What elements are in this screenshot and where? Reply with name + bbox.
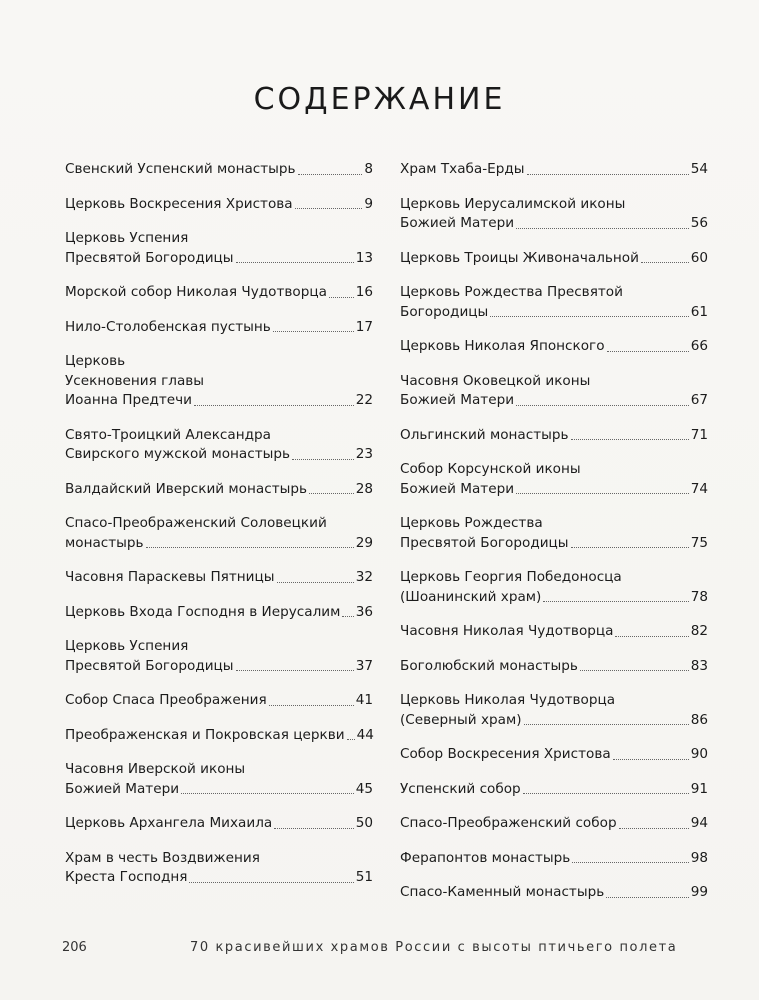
toc-entry [400, 195, 708, 234]
toc-entry-last-line [400, 745, 708, 765]
toc-entry-title-line: Божией Матери [400, 392, 515, 408]
dot-leader [274, 828, 353, 829]
toc-entry [400, 780, 708, 800]
toc-entry [65, 849, 373, 888]
toc-entry-title-line: Церковь Николая Японского [400, 338, 605, 354]
toc-entry-last-line [65, 534, 373, 554]
dot-leader [580, 670, 689, 671]
toc-entry-page-number: 36 [355, 603, 373, 620]
toc-entry-page-number: 45 [355, 780, 373, 797]
toc-entry [400, 883, 708, 903]
dot-leader [277, 582, 354, 583]
toc-entry-page-number: 66 [690, 338, 708, 354]
toc-entry-title-line: Божией Матери [65, 780, 180, 797]
toc-column-right [400, 160, 708, 918]
toc-entry-page-number: 8 [364, 161, 373, 177]
toc-entry-last-line [65, 568, 373, 588]
dot-leader [347, 739, 355, 740]
toc-entry [400, 283, 708, 322]
toc-entry-last-line [65, 249, 373, 269]
toc-entry [65, 318, 373, 338]
toc-entry [400, 849, 708, 869]
toc-entry [65, 568, 373, 588]
toc-entry-page-number: 75 [690, 534, 708, 551]
footer-book-title: 70 красивейших храмов России с высоты птичьего полета [190, 940, 678, 955]
toc-entry-title-line: Морской собор Николая Чудотворца [65, 284, 327, 300]
toc-entry [65, 637, 373, 676]
toc-entry-title-line: Собор Воскресения Христова [400, 746, 611, 762]
toc-entry-title-line: Церковь Георгия Победоносца [400, 569, 622, 585]
dot-leader [516, 493, 689, 494]
toc-entry-last-line [400, 391, 708, 411]
toc-entry-title-line: Церковь Успения [65, 230, 189, 246]
toc-entry [400, 160, 708, 180]
toc-entry-page-number: 29 [355, 534, 373, 551]
toc-entry-last-line [65, 318, 373, 338]
toc-entry-title-line: Ферапонтов монастырь [400, 849, 571, 866]
toc-entry-page-number: 94 [690, 815, 708, 831]
toc-entry [400, 691, 708, 730]
toc-entry-title-line: Валдайский Иверский монастырь [65, 480, 307, 497]
toc-entry-page-number: 91 [690, 780, 708, 797]
toc-entry-page-number: 56 [690, 215, 708, 231]
toc-entry-title-line: (Северный храм) [400, 711, 522, 728]
toc-entry-title-line: Свято-Троицкий Александра [65, 426, 271, 443]
toc-entry-page-number: 22 [355, 392, 373, 408]
toc-entry-title-line: Церковь Архангела Михаила [65, 815, 273, 831]
toc-entry-title-line: Церковь Иерусалимской иконы [400, 195, 626, 212]
toc-entry [65, 160, 373, 180]
toc-entry-last-line [65, 391, 373, 411]
dot-leader [236, 670, 354, 671]
toc-entry-title-line: Часовня Николая Чудотворца [400, 623, 614, 639]
toc-entry-last-line [65, 480, 373, 500]
toc-entry-page-number: 82 [690, 623, 708, 639]
toc-entry-page-number: 98 [690, 849, 708, 866]
toc-entry-last-line [400, 303, 708, 323]
dot-leader [524, 724, 689, 725]
toc-entry-last-line [65, 603, 373, 623]
toc-entry-last-line [65, 814, 373, 834]
toc-entry-title-line: Церковь Николая Чудотворца [400, 692, 616, 708]
toc-entry-title-line: Собор Корсунской иконы [400, 461, 581, 477]
toc-entry-last-line [400, 883, 708, 903]
toc-entry-title-line: Креста Господня [65, 869, 188, 885]
toc-entry-title-line: Спасо-Преображенский собор [400, 815, 617, 831]
toc-entry-last-line [400, 249, 708, 269]
toc-entry-title-line: Церковь Троицы Живоначальной [400, 249, 639, 266]
toc-entry [400, 337, 708, 357]
toc-entry-title-line: Церковь Рождества [400, 515, 543, 531]
toc-entry-last-line [400, 214, 708, 234]
toc-entry-page-number: 41 [355, 692, 373, 708]
dot-leader [543, 601, 688, 602]
toc-entry-last-line [65, 160, 373, 180]
toc-entry-title-line: Богородицы [400, 303, 489, 320]
toc-entry [400, 657, 708, 677]
dot-leader [516, 228, 689, 229]
toc-entry [65, 514, 373, 553]
toc-entry-title-line: Божией Матери [400, 215, 515, 231]
toc-entry-title-line: (Шоанинский храм) [400, 588, 542, 605]
toc-entry-last-line [400, 588, 708, 608]
toc-entry [400, 249, 708, 269]
page-title: СОДЕРЖАНИЕ [253, 82, 506, 117]
dot-leader [527, 174, 689, 175]
toc-entry-page-number: 60 [690, 249, 708, 266]
toc-entry-title-line: Часовня Параскевы Пятницы [65, 569, 275, 585]
toc-entry-title-line: Пресвятой Богородицы [65, 249, 234, 266]
toc-entry [65, 352, 373, 411]
dot-leader [329, 297, 354, 298]
toc-entry-last-line [65, 657, 373, 677]
toc-entry-title-line: Храм Тхаба-Ерды [400, 161, 525, 177]
toc-entry-title-line: Успенский собор [400, 780, 521, 797]
dot-leader [490, 316, 688, 317]
dot-leader [309, 493, 354, 494]
toc-entry-page-number: 67 [690, 392, 708, 408]
toc-entry-title-line: Спасо-Преображенский Соловецкий [65, 515, 327, 531]
toc-entry-last-line [400, 814, 708, 834]
toc-entry-title-line: Церковь Успения [65, 638, 189, 654]
toc-entry [65, 691, 373, 711]
toc-entry [65, 603, 373, 623]
toc-entry-page-number: 83 [690, 657, 708, 674]
toc-entry-title-line: Свенский Успенский монастырь [65, 161, 296, 177]
dot-leader [194, 405, 354, 406]
toc-entry [65, 426, 373, 465]
toc-entry-page-number: 50 [355, 815, 373, 831]
toc-entry-last-line [400, 849, 708, 869]
toc-entry-title-line: Собор Спаса Преображения [65, 692, 267, 708]
toc-entry-page-number: 32 [355, 569, 373, 585]
toc-entry-title-line: Нило-Столобенская пустынь [65, 318, 271, 335]
toc-entry-last-line [400, 426, 708, 446]
toc-entry [400, 372, 708, 411]
toc-entry-title-line: Церковь [65, 353, 126, 369]
dot-leader [571, 547, 689, 548]
toc-column-left [65, 160, 373, 903]
toc-entry [65, 480, 373, 500]
toc-entry-title-line: Пресвятой Богородицы [65, 657, 234, 674]
dot-leader [641, 262, 689, 263]
toc-entry [65, 814, 373, 834]
toc-entry [65, 195, 373, 215]
toc-entry-page-number: 37 [355, 657, 373, 674]
toc-entry [400, 622, 708, 642]
toc-entry-last-line [400, 657, 708, 677]
toc-entry-last-line [65, 868, 373, 888]
toc-entry-last-line [400, 160, 708, 180]
toc-entry-title-line: Ольгинский монастырь [400, 426, 569, 443]
toc-entry-title-line: Преображенская и Покровская церкви [65, 726, 345, 743]
dot-leader [295, 208, 363, 209]
dot-leader [273, 331, 354, 332]
toc-entry-page-number: 44 [356, 726, 374, 743]
dot-leader [236, 262, 354, 263]
toc-entry [400, 514, 708, 553]
dot-leader [572, 862, 688, 863]
toc-entry-title-line: Боголюбский монастырь [400, 657, 578, 674]
toc-entry-last-line [65, 283, 373, 303]
toc-entry-last-line [400, 337, 708, 357]
dot-leader [146, 547, 354, 548]
toc-entry-last-line [65, 780, 373, 800]
toc-entry [65, 229, 373, 268]
toc-entry-page-number: 16 [355, 284, 373, 300]
toc-entry-page-number: 23 [355, 446, 373, 462]
footer-page-number: 206 [62, 940, 87, 955]
toc-entry-title-line: Усекновения главы [65, 372, 205, 389]
toc-entry-last-line [65, 726, 373, 746]
toc-entry-title-line: Часовня Оковецкой иконы [400, 372, 591, 389]
toc-entry-page-number: 74 [690, 480, 708, 497]
toc-entry-title-line: Иоанна Предтечи [65, 392, 193, 408]
toc-entry-last-line [400, 622, 708, 642]
toc-entry-page-number: 28 [355, 480, 373, 497]
toc-entry [400, 745, 708, 765]
toc-entry-page-number: 17 [355, 318, 373, 335]
toc-entry [400, 460, 708, 499]
toc-entry [65, 283, 373, 303]
toc-entry-title-line: Церковь Рождества Пресвятой [400, 284, 623, 300]
toc-entry-page-number: 71 [690, 426, 708, 443]
toc-entry-title-line: Храм в честь Воздвижения [65, 849, 260, 866]
toc-entry-page-number: 99 [690, 884, 708, 900]
toc-entry-title-line: Спасо-Каменный монастырь [400, 884, 605, 900]
toc-entry-last-line [400, 711, 708, 731]
toc-entry-last-line [65, 195, 373, 215]
dot-leader [181, 793, 354, 794]
toc-entry-page-number: 61 [690, 303, 708, 320]
dot-leader [189, 882, 353, 883]
toc-entry-title-line: монастырь [65, 534, 144, 551]
toc-entry-page-number: 9 [364, 195, 373, 212]
dot-leader [619, 828, 689, 829]
dot-leader [523, 793, 689, 794]
dot-leader [571, 439, 689, 440]
toc-entry-last-line [65, 445, 373, 465]
dot-leader [342, 616, 353, 617]
toc-entry-page-number: 54 [690, 161, 708, 177]
toc-entry-page-number: 86 [690, 711, 708, 728]
toc-entry-title-line: Церковь Воскресения Христова [65, 195, 293, 212]
toc-entry-title-line: Свирского мужской монастырь [65, 446, 291, 462]
page-footer [0, 940, 759, 960]
toc-entry-last-line [65, 691, 373, 711]
toc-entry-title-line: Часовня Иверской иконы [65, 761, 246, 777]
toc-entry-page-number: 90 [690, 746, 708, 762]
toc-entry-page-number: 78 [690, 588, 708, 605]
dot-leader [606, 897, 688, 898]
dot-leader [298, 174, 363, 175]
toc-entry-last-line [400, 534, 708, 554]
dot-leader [269, 705, 354, 706]
toc-entry-title-line: Божией Матери [400, 480, 515, 497]
toc-entry-last-line [400, 480, 708, 500]
dot-leader [607, 351, 689, 352]
toc-entry-title-line: Пресвятой Богородицы [400, 534, 569, 551]
toc-entry-page-number: 13 [355, 249, 373, 266]
toc-entry [400, 426, 708, 446]
toc-entry-page-number: 51 [355, 869, 373, 885]
toc-entry-last-line [400, 780, 708, 800]
toc-entry [65, 760, 373, 799]
dot-leader [292, 459, 354, 460]
dot-leader [516, 405, 689, 406]
dot-leader [615, 636, 688, 637]
dot-leader [613, 759, 689, 760]
toc-entry [400, 814, 708, 834]
toc-entry [400, 568, 708, 607]
toc-entry-title-line: Церковь Входа Господня в Иерусалим [65, 603, 341, 620]
toc-entry [65, 726, 373, 746]
